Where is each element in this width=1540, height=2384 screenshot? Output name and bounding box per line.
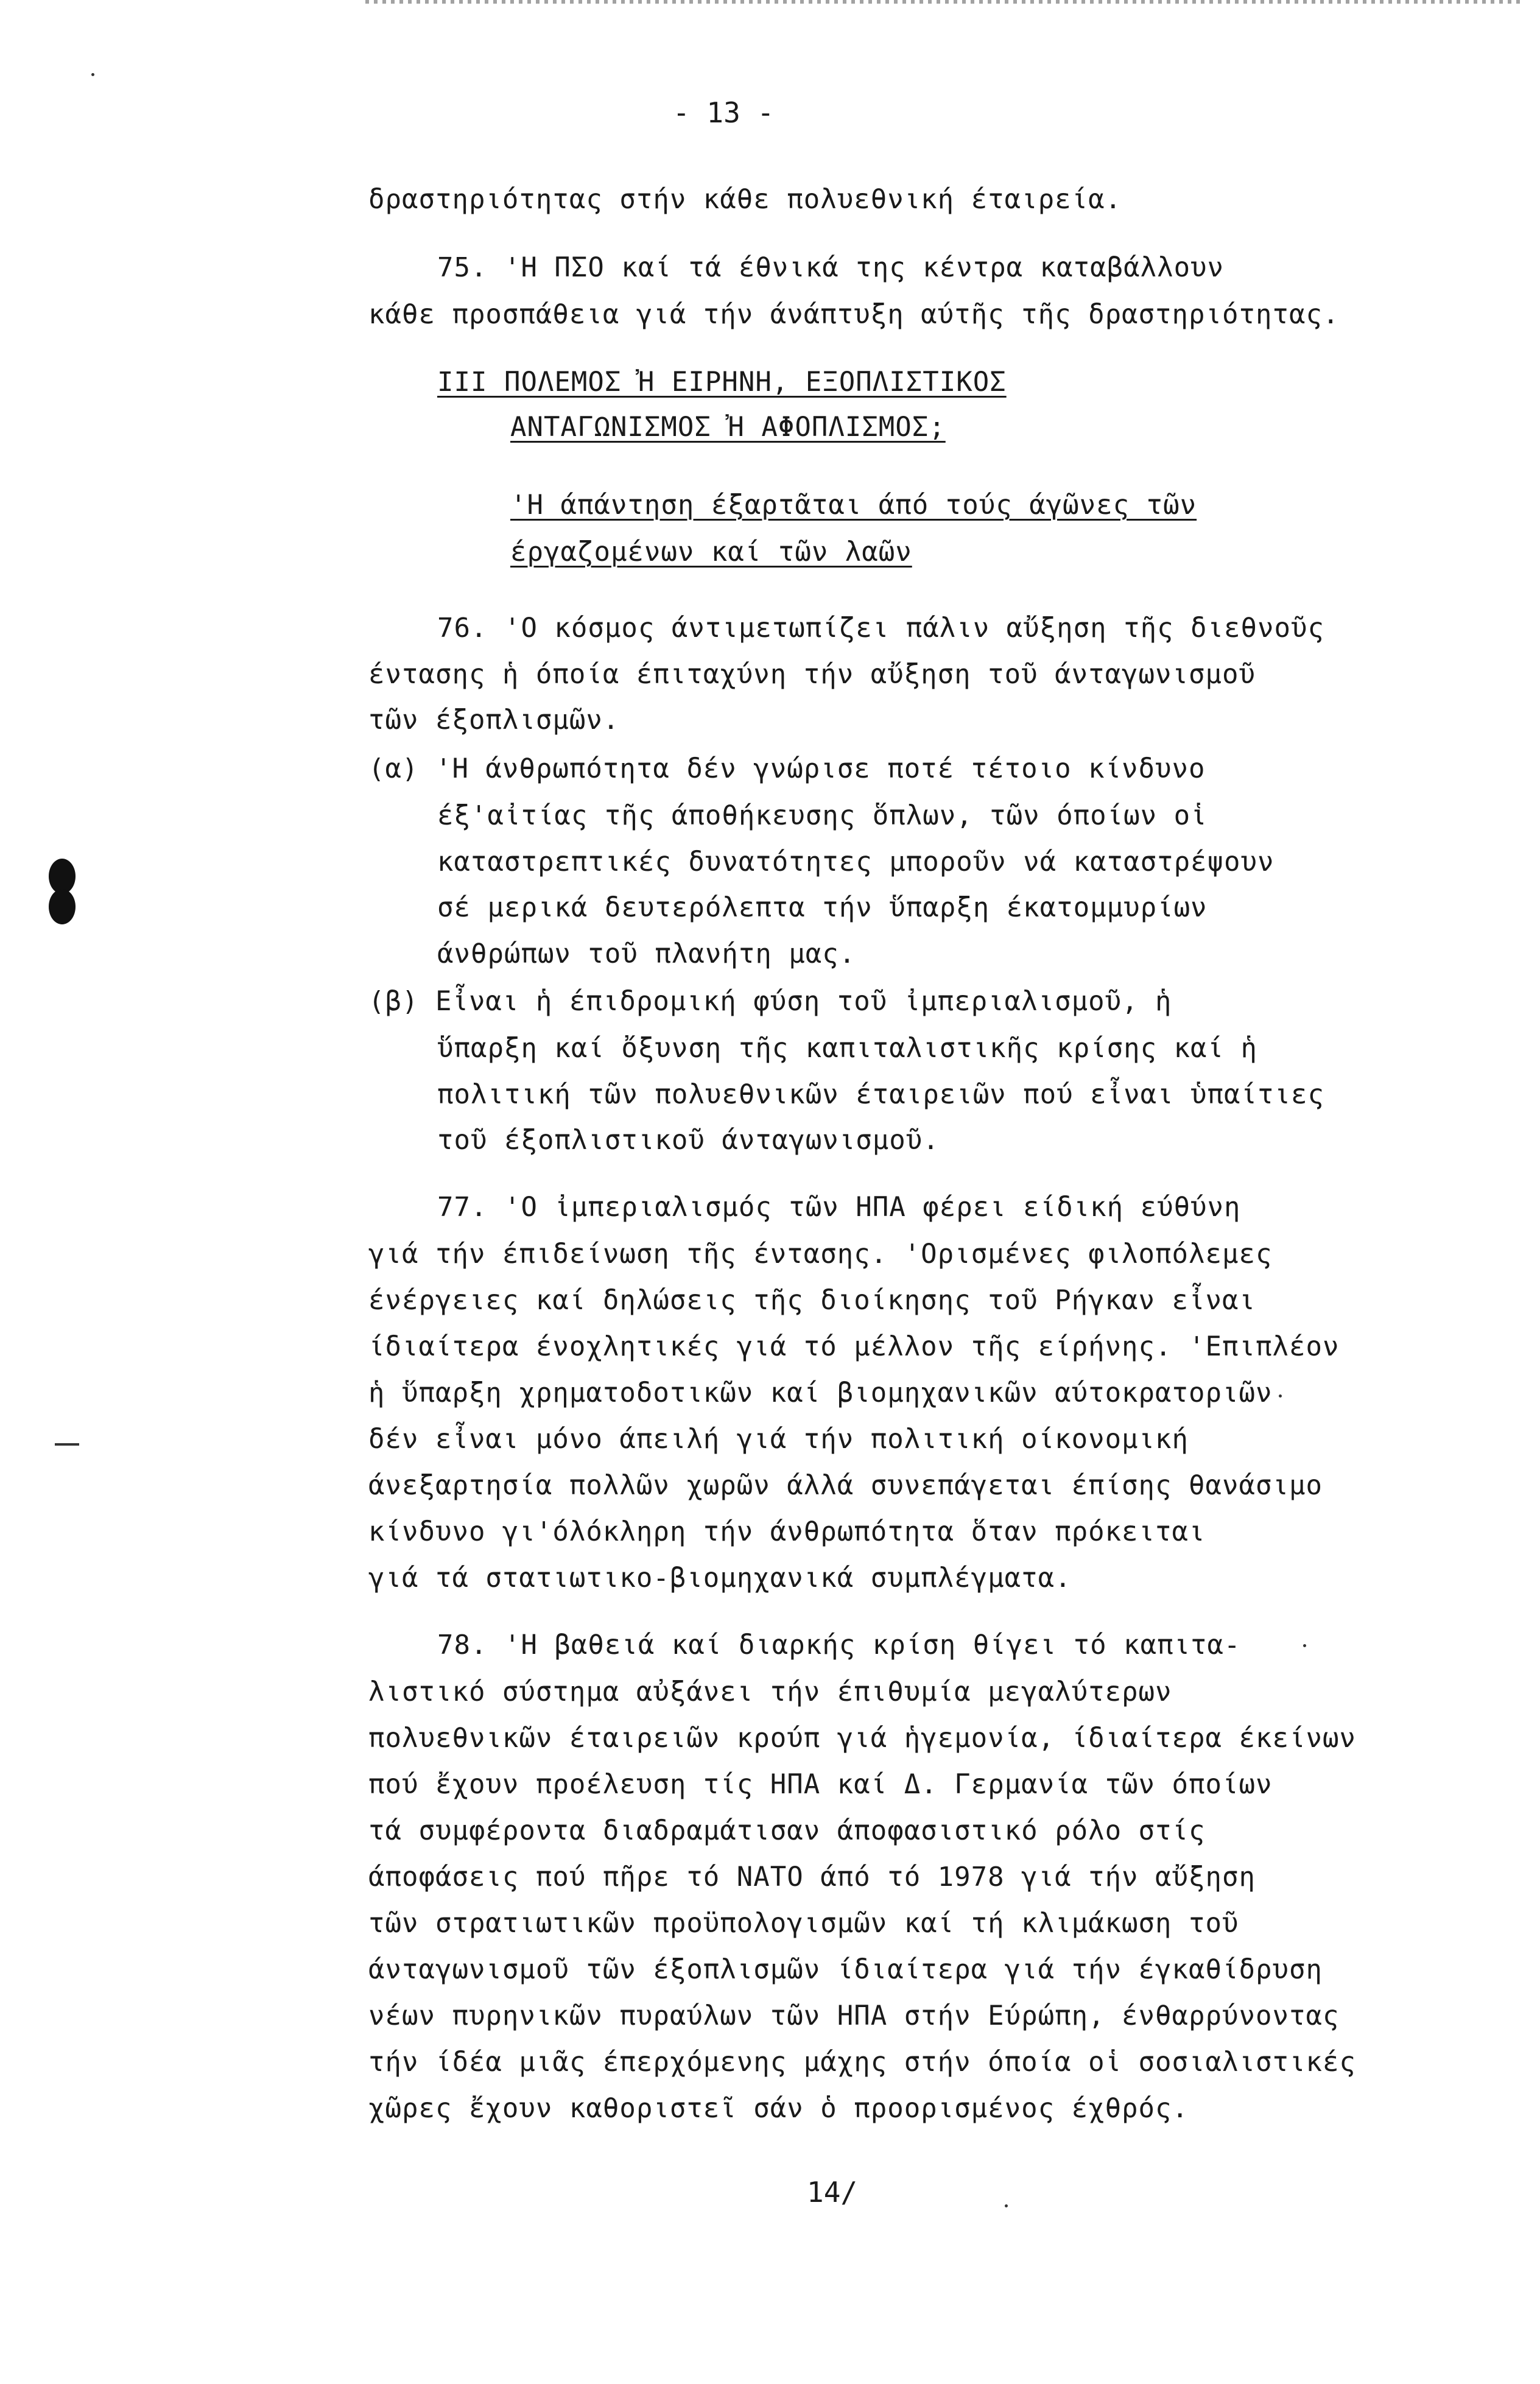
list-item-a: καταστρεπτικές δυνατότητες μποροῦν νά καταστρέψουν [437,846,1275,877]
list-item-a: (α) 'Η άνθρωπότητα δέν γνώρισε ποτέ τέτοιο κίνδυνο [368,753,1206,784]
paragraph-76-line: 76. 'Ο κόσμος άντιμετωπίζει πάλιν αὔξηση τῆς διεθνοῦς [437,613,1324,644]
paragraph-75-line: 75. 'Η ΠΣΟ καί τά έθνικά της κέντρα καταβάλλουν [437,252,1225,283]
list-item-a: άνθρώπων τοῦ πλανήτη μας. [437,938,856,969]
paragraph-78-line: νέων πυρηνικῶν πυραύλων τῶν ΗΠΑ στήν Εύρώπη, ένθαρρύνοντας [368,2000,1340,2031]
paragraph-77-line: γιά τήν έπιδείνωση τῆς έντασης. 'Ορισμένες φιλοπόλεμες [368,1239,1273,1270]
paragraph-78-line: άποφάσεις πού πῆρε τό ΝΑΤΟ άπό τό 1978 γιά τήν αὔξηση [368,1862,1256,1893]
section-heading: III ΠΟΛΕΜΟΣ Ἠ ΕΙΡΗΝΗ, ΕΞΟΠΛΙΣΤΙΚΟΣ [437,367,1007,398]
paragraph-77-line: γιά τά στατιωτικο-βιομηχανικά συμπλέγματα. [368,1563,1072,1594]
paragraph-77-line: ίδιαίτερα ένοχλητικές γιά τό μέλλον τῆς είρήνης. 'Επιπλέον [368,1331,1340,1362]
page-number: - 13 - [673,96,775,129]
section-heading: ΑΝΤΑΓΩΝΙΣΜΟΣ Ἠ ΑΦΟΠΛΙΣΜΟΣ; [510,412,946,443]
paragraph-78-line: τήν ίδέα μιᾶς έπερχόμενης μάχης στήν όποία οἱ σοσιαλιστικές [368,2047,1356,2078]
paragraph-78-line: τῶν στρατιωτικῶν προϋπολογισμῶν καί τή κλιμάκωση τοῦ [368,1908,1239,1939]
paragraph-77-line: δέν εἶναι μόνο άπειλή γιά τήν πολιτική οίκονομική [368,1424,1189,1455]
paragraph-76-line: έντασης ἡ όποία έπιταχύνη τήν αὔξηση τοῦ άνταγωνισμοῦ [368,659,1256,690]
text-line: δραστηριότητας στήν κάθε πολυεθνική έταιρεία. [368,184,1122,215]
paragraph-77-line: κίνδυνο γι'όλόκληρη τήν άνθρωπότητα ὅταν πρόκειται [368,1516,1206,1547]
paragraph-77-line: άνεξαρτησία πολλῶν χωρῶν άλλά συνεπάγεται έπίσης θανάσιμο [368,1470,1323,1501]
scan-edge-artifact [365,0,1522,4]
list-item-a: έξ'αἰτίας τῆς άποθήκευσης ὅπλων, τῶν όποίων οἱ [437,800,1208,831]
list-item-b: τοῦ έξοπλιστικοῦ άνταγωνισμοῦ. [437,1125,940,1156]
paragraph-78-line: πολυεθνικῶν έταιρειῶν κρούπ γιά ἡγεμονία, ίδιαίτερα έκείνων [368,1723,1356,1754]
paragraph-78-line: τά συμφέροντα διαδραμάτισαν άποφασιστικό ρόλο στίς [368,1815,1206,1846]
list-item-b: (β) Εἶναι ἡ έπιδρομική φύση τοῦ ἰμπεριαλισμοῦ, ἡ [368,986,1172,1017]
paragraph-75-line: κάθε προσπάθεια γιά τήν άνάπτυξη αύτῆς τῆς δραστηριότητας. [368,299,1340,330]
section-subheading: έργαζομένων καί τῶν λαῶν [510,536,912,568]
punch-hole-mark [49,889,76,924]
continuation-marker: 14/ [807,2176,858,2209]
paragraph-78-line: χῶρες ἔχουν καθοριστεῖ σάν ὁ προορισμένος έχθρός. [368,2093,1189,2124]
scan-speck [91,73,94,76]
paragraph-77-line: ένέργειες καί δηλώσεις τῆς διοίκησης τοῦ Ρήγκαν εἶναι [368,1285,1256,1316]
paragraph-78-line: άνταγωνισμοῦ τῶν έξοπλισμῶν ίδιαίτερα γιά τήν έγκαθίδρυση [368,1954,1323,1985]
paragraph-77-line: 77. 'Ο ἰμπεριαλισμός τῶν ΗΠΑ φέρει είδική εύθύνη [437,1192,1241,1223]
scan-speck [1005,2204,1008,2207]
scan-speck [55,1443,79,1446]
paragraph-78-line: 78. 'Η βαθειά καί διαρκής κρίση θίγει τό καπιτα- [437,1630,1241,1661]
paragraph-77-line: ἡ ὕπαρξη χρηματοδοτικῶν καί βιομηχανικῶν αύτοκρατοριῶν [368,1377,1273,1408]
list-item-b: πολιτική τῶν πολυεθνικῶν έταιρειῶν πού εἶναι ὑπαίτιες [437,1079,1324,1110]
list-item-a: σέ μερικά δευτερόλεπτα τήν ὕπαρξη έκατομμυρίων [437,892,1208,923]
paragraph-76-line: τῶν έξοπλισμῶν. [368,705,620,736]
paragraph-78-line: λιστικό σύστημα αὐξάνει τήν έπιθυμία μεγαλύτερων [368,1676,1172,1707]
scan-speck [1279,1394,1282,1398]
list-item-b: ὕπαρξη καί ὄξυνση τῆς καπιταλιστικῆς κρίσης καί ἡ [437,1033,1258,1064]
scan-speck [1303,1644,1306,1647]
paragraph-78-line: πού ἔχουν προέλευση τίς ΗΠΑ καί Δ. Γερμανία τῶν όποίων [368,1769,1273,1800]
section-subheading: 'Η άπάντηση έξαρτᾶται άπό τούς άγῶνες τῶν [510,490,1197,521]
